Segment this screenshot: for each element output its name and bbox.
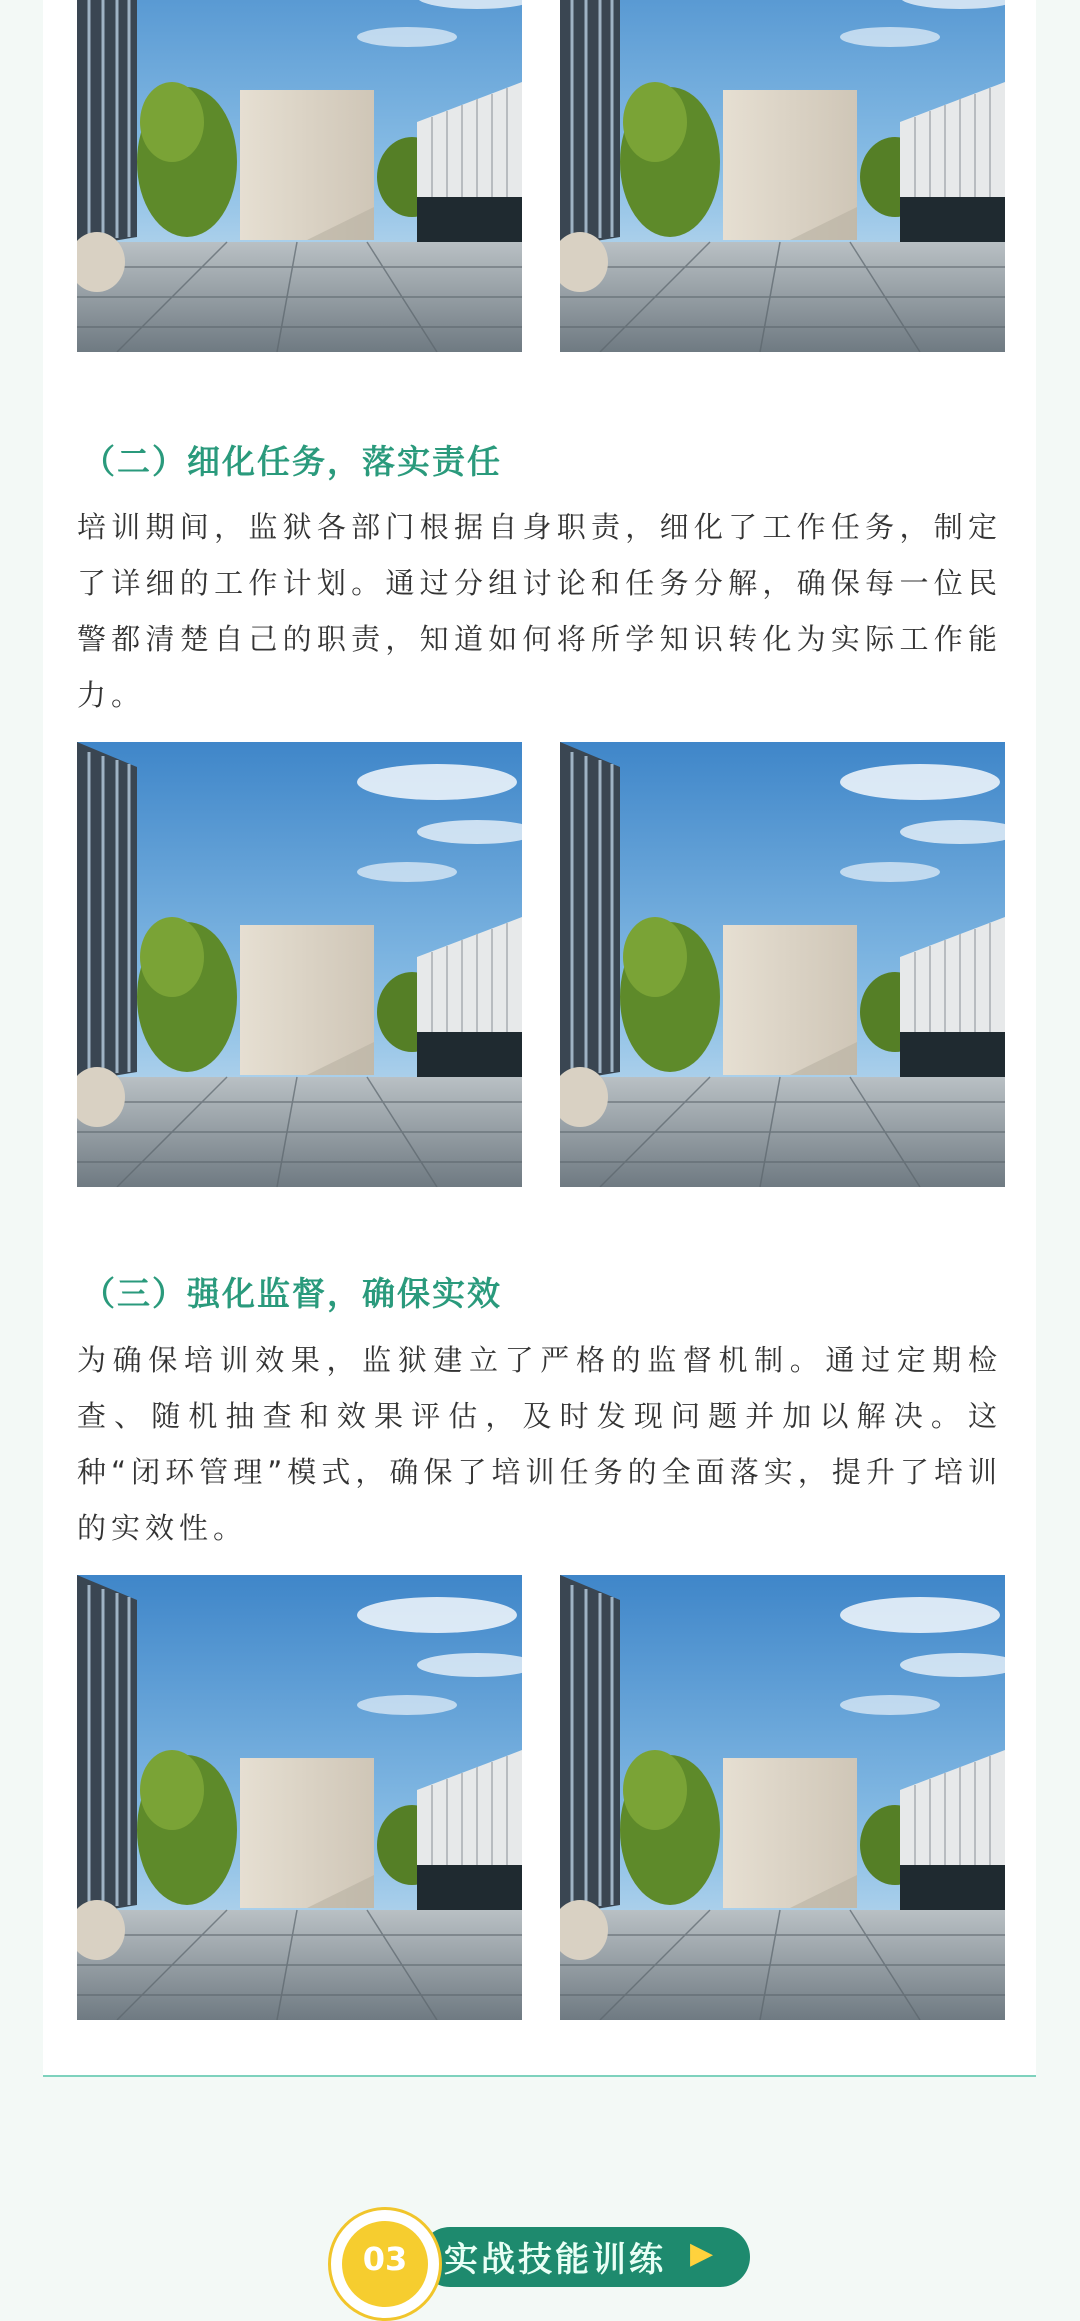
photo-image [77, 0, 522, 352]
section-paragraph: 培训期间，监狱各部门根据自身职责，细化了工作任务，制定了详细的工作计划。通过分组讨论和任务分解，确保每一位民警都清楚自己的职责，知道如何将所学知识转化为实际工作能力。 [77, 510, 1002, 712]
chevron-right-icon: ▶ [690, 2236, 714, 2271]
photo-image [560, 1575, 1005, 2020]
section-number: 03 [362, 2240, 408, 2278]
photo-building-plaza[interactable] [77, 742, 522, 1187]
section-paragraph: 为确保培训效果，监狱建立了严格的监督机制。通过定期检查、随机抽查和效果评估，及时发现问题并加以解决。这种“闭环管理”模式，确保了培训任务的全面落实，提升了培训的实效性。 [77, 1343, 1002, 1545]
section-heading: （二）细化任务，落实责任 [82, 442, 502, 481]
photo-image [77, 742, 522, 1187]
photo-image [560, 742, 1005, 1187]
card-divider [43, 2075, 1036, 2077]
photo-image [77, 1575, 522, 2020]
photo-image [560, 0, 1005, 352]
photo-building-plaza[interactable] [77, 0, 522, 352]
photo-building-plaza[interactable] [77, 1575, 522, 2020]
next-section-label: 实战技能训练 [444, 2240, 666, 2280]
photo-building-plaza[interactable] [560, 1575, 1005, 2020]
photo-building-plaza[interactable] [560, 0, 1005, 352]
photo-building-plaza[interactable] [560, 742, 1005, 1187]
section-heading: （三）强化监督，确保实效 [82, 1274, 502, 1313]
